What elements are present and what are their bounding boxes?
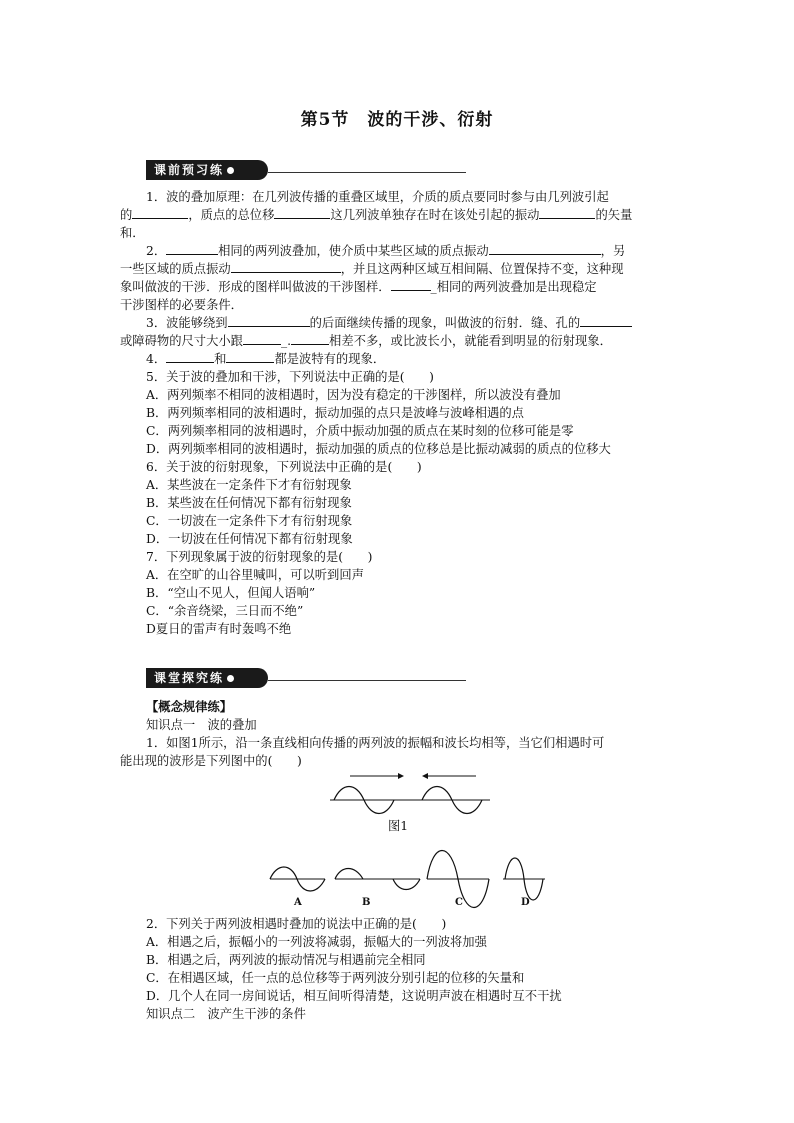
fill-blank: [391, 278, 431, 291]
knowledge-point-1: 知识点一 波的叠加: [146, 718, 257, 732]
figure-caption: 图1: [388, 819, 409, 833]
s2-q2-option-c: C．在相遇区域，任一点的总位移等于两列波分别引起的位移的矢量和: [146, 971, 525, 985]
text: 1．波的叠加原理：在几列波传播的重叠区域里，介质的质点要同时参与由几列波引起: [146, 190, 609, 204]
q6-option-d: D．一切波在任何情况下都有衍射现象: [146, 532, 353, 546]
option-label-c: C: [455, 897, 463, 908]
q7-option-b: B．“空山不见人，但闻人语响”: [146, 586, 316, 600]
q7-option-d: D夏日的雷声有时轰鸣不绝: [146, 622, 292, 636]
q3-line2: [120, 332, 675, 350]
s2-q2-stem: 2．下列关于两列波相遇时叠加的说法中正确的是( ): [146, 917, 447, 931]
text: 象叫做波的干涉．形成的图样叫做波的干涉图样．: [120, 280, 391, 294]
fill-blank: [243, 332, 281, 345]
fill-blank: [580, 314, 632, 327]
q2-line2: [120, 260, 675, 278]
section-classroom-bottom: [120, 915, 675, 1023]
dot-icon: [227, 675, 234, 682]
text: ，质点的总位移: [188, 208, 275, 222]
text: 的矢量: [595, 208, 633, 222]
s2-q1-line1: 1．如图1所示，沿一条直线相向传播的两列波的振幅和波长均相等，当它们相遇时可: [146, 736, 605, 750]
fill-blank: [489, 242, 601, 255]
fill-blank: [226, 350, 274, 363]
s2-q1-line2: 能出现的波形是下列图中的( ): [120, 754, 302, 768]
q6-option-b: B．某些波在任何情况下都有衍射现象: [146, 496, 352, 510]
section-rule: [268, 172, 466, 173]
wave-b1: [335, 869, 363, 880]
text: 一些区域的质点振动: [120, 262, 231, 276]
q3-line1: [120, 314, 675, 332]
section-classroom-top: [120, 698, 675, 770]
section-preview-body: [120, 188, 675, 638]
text: 4．: [146, 352, 167, 366]
q4-line: [120, 350, 675, 368]
text: 的后面继续传播的现象，叫做波的衍射．缝、孔的: [309, 316, 581, 330]
q1-line3: [120, 224, 675, 242]
q1-line2: [120, 206, 675, 224]
section-tab: [146, 668, 268, 688]
text: ，并且这两种区域互相间隔、位置保持不变，这种现: [340, 262, 624, 276]
text: 都是波特有的现象．: [274, 352, 386, 366]
text: 和: [214, 352, 227, 366]
q7-option-a: A．在空旷的山谷里喊叫，可以听到回声: [146, 568, 364, 582]
section-header-classroom: [146, 668, 466, 688]
q6-option-a: A．某些波在一定条件下才有衍射现象: [146, 478, 352, 492]
fill-blank: [274, 206, 330, 219]
s2-q2-option-a: A．相遇之后，振幅小的一列波将减弱，振幅大的一列波将加强: [146, 935, 487, 949]
section-tab: [146, 160, 268, 180]
page-title: 第5节 波的干涉、衍射: [300, 110, 494, 130]
text: 相同的两列波叠加，使介质中某些区域的质点振动: [218, 244, 489, 258]
option-label-b: B: [362, 897, 371, 908]
option-label-a: A: [294, 897, 302, 908]
fill-blank: [166, 350, 214, 363]
text: 干涉图样的必要条件．: [120, 298, 243, 312]
fill-blank: [228, 314, 310, 327]
fill-blank: [539, 206, 595, 219]
q5-option-d: D．两列频率相同的波相遇时，振动加强的质点的位移总是比振动减弱的质点的位移大: [146, 442, 611, 456]
q2-line1: [120, 242, 675, 260]
knowledge-point-2: 知识点二 波产生干涉的条件: [146, 1007, 306, 1021]
q6-option-c: C．一切波在一定条件下才有衍射现象: [146, 514, 353, 528]
text: _相同的两列波叠加是出现稳定: [430, 280, 597, 294]
arrow-left-head: [422, 773, 428, 779]
q5-option-a: A．两列频率不相同的波相遇时，因为没有稳定的干涉图样，所以波没有叠加: [146, 388, 561, 402]
q7-option-c: C．“余音绕梁，三日而不绝”: [146, 604, 304, 618]
q5-option-c: C．两列频率相同的波相遇时，介质中振动加强的质点在某时刻的位移可能是零: [146, 424, 574, 438]
option-labels: [0, 897, 794, 911]
option-label-d: D: [521, 897, 530, 908]
fill-blank: [231, 260, 341, 273]
q5-option-b: B．两列频率相同的波相遇时，振动加强的点只是波峰与波峰相遇的点: [146, 406, 524, 420]
dot-icon: [227, 167, 234, 174]
q6-stem: 6．关于波的衍射现象，下列说法中正确的是( ): [146, 460, 422, 474]
section-label: 课堂探究练: [154, 671, 225, 685]
q7-stem: 7．下列现象属于波的衍射现象的是( ): [146, 550, 373, 564]
text: 这几列波单独存在时在该处引起的振动: [330, 208, 540, 222]
text: 和．: [120, 226, 145, 240]
concept-subheading: 【概念规律练】: [146, 699, 233, 714]
fill-blank: [166, 242, 218, 255]
s2-q2-option-b: B．相遇之后，两列波的振动情况与相遇前完全相同: [146, 953, 426, 967]
text: 的: [120, 208, 133, 222]
fill-blank: [132, 206, 188, 219]
q2-line4: [120, 296, 675, 314]
arrow-right-head: [398, 773, 404, 779]
text: 或障碍物的尺寸大小跟: [120, 334, 243, 348]
q2-line3: [120, 278, 675, 296]
text: _.: [280, 334, 292, 348]
s2-q2-option-d: D．几个人在同一房间说话，相互间听得清楚，这说明声波在相遇时互不干扰: [146, 989, 562, 1003]
wave-b2: [393, 879, 420, 890]
text: ，另: [600, 244, 626, 258]
q5-stem: 5．关于波的叠加和干涉，下列说法中正确的是( ): [146, 370, 434, 384]
section-label: 课前预习练: [154, 163, 225, 177]
q1-line1: [120, 188, 675, 206]
text: 2．: [146, 244, 167, 258]
section-rule: [268, 680, 466, 681]
section-header-preview: [146, 160, 466, 180]
text: 相差不多，或比波长小，就能看到明显的衍射现象．: [329, 334, 612, 348]
fill-blank: [291, 332, 329, 345]
text: 3．波能够绕到: [146, 316, 228, 330]
